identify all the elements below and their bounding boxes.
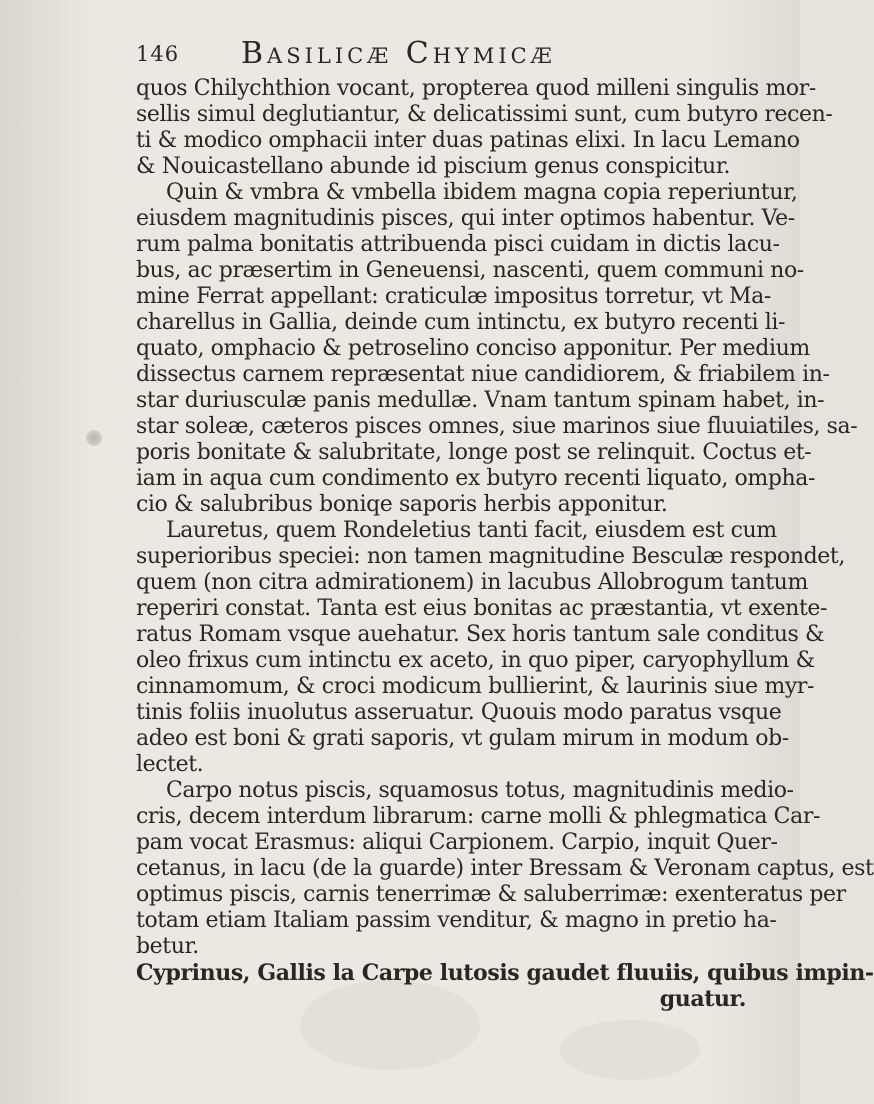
text-line: poris bonitate & salubritate, longe post se relinquit. Coctus et- bbox=[136, 440, 812, 465]
text-line: adeo est boni & grati saporis, vt gulam mirum in modum ob- bbox=[136, 726, 789, 751]
text-line: ratus Romam vsque auehatur. Sex horis tantum sale conditus & bbox=[136, 622, 825, 647]
text-line: eiusdem magnitudinis pisces, qui inter optimos habentur. Ve- bbox=[136, 206, 795, 231]
text-line: star soleæ, cæteros pisces omnes, siue marinos siue fluuiatiles, sa- bbox=[136, 414, 858, 439]
text-line: guatur. bbox=[659, 986, 746, 1012]
text-line: cetanus, in lacu (de la guarde) inter Bressam & Veronam captus, est bbox=[136, 856, 874, 881]
page-header bbox=[136, 36, 776, 76]
text-line: superioribus speciei: non tamen magnitudine Besculæ respondet, bbox=[136, 544, 845, 569]
page-number: 146 bbox=[136, 42, 180, 66]
text-line: iam in aqua cum condimento ex butyro recenti liquato, ompha- bbox=[136, 466, 816, 491]
text-line: Lauretus, quem Rondeletius tanti facit, eiusdem est cum bbox=[166, 518, 777, 543]
text-line: dissectus carnem repræsentat niue candidiorem, & friabilem in- bbox=[136, 362, 830, 387]
text-line: quem (non citra admirationem) in lacubus Allobrogum tantum bbox=[136, 570, 808, 595]
text-line: optimus piscis, carnis tenerrimæ & saluberrimæ: exenteratus per bbox=[136, 882, 846, 907]
text-line: Cyprinus, Gallis la Carpe lutosis gaudet fluuiis, quibus impin- bbox=[136, 960, 874, 986]
text-line: reperiri constat. Tanta est eius bonitas ac præstantia, vt exente- bbox=[136, 596, 828, 621]
text-line: mine Ferrat appellant: craticulæ impositus torretur, vt Ma- bbox=[136, 284, 771, 309]
text-line: lectet. bbox=[136, 752, 204, 777]
text-line: charellus in Gallia, deinde cum intinctu, ex butyro recenti li- bbox=[136, 310, 786, 335]
text-line: sellis simul deglutiantur, & delicatissimi sunt, cum butyro recen- bbox=[136, 102, 833, 127]
text-line: bus, ac præsertim in Geneuensi, nascenti, quem communi no- bbox=[136, 258, 804, 283]
text-line: quato, omphacio & petroselino conciso apponitur. Per medium bbox=[136, 336, 810, 361]
text-line: cio & salubribus boniqe saporis herbis apponitur. bbox=[136, 492, 668, 517]
margin-mark bbox=[86, 430, 102, 446]
text-line: rum palma bonitatis attribuenda pisci cuidam in dictis lacu- bbox=[136, 232, 780, 257]
text-line: Quin & vmbra & vmbella ibidem magna copia reperiuntur, bbox=[166, 180, 798, 205]
text-line: Carpo notus piscis, squamosus totus, magnitudinis medio- bbox=[166, 778, 794, 803]
running-title: Basilicæ Chymicæ bbox=[241, 36, 556, 71]
text-line: cinnamomum, & croci modicum bullierint, & laurinis siue myr- bbox=[136, 674, 814, 699]
text-line: tinis foliis inuolutus asseruatur. Quouis modo paratus vsque bbox=[136, 700, 782, 725]
text-line: star duriusculæ panis medullæ. Vnam tantum spinam habet, in- bbox=[136, 388, 825, 413]
text-line: ti & modico omphacii inter duas patinas elixi. In lacu Lemano bbox=[136, 128, 800, 153]
text-line: betur. bbox=[136, 934, 199, 959]
text-line: cris, decem interdum librarum: carne molli & phlegmatica Car- bbox=[136, 804, 820, 829]
text-line: quos Chilychthion vocant, propterea quod milleni singulis mor- bbox=[136, 76, 816, 101]
text-line: pam vocat Erasmus: aliqui Carpionem. Carpio, inquit Quer- bbox=[136, 830, 778, 855]
text-line: oleo frixus cum intinctu ex aceto, in quo piper, caryophyllum & bbox=[136, 648, 815, 673]
text-line: totam etiam Italiam passim venditur, & magno in pretio ha- bbox=[136, 908, 777, 933]
body-text bbox=[136, 76, 874, 1012]
paper-stain bbox=[560, 1020, 700, 1080]
text-line: & Nouicastellano abunde id piscium genus conspicitur. bbox=[136, 154, 731, 179]
